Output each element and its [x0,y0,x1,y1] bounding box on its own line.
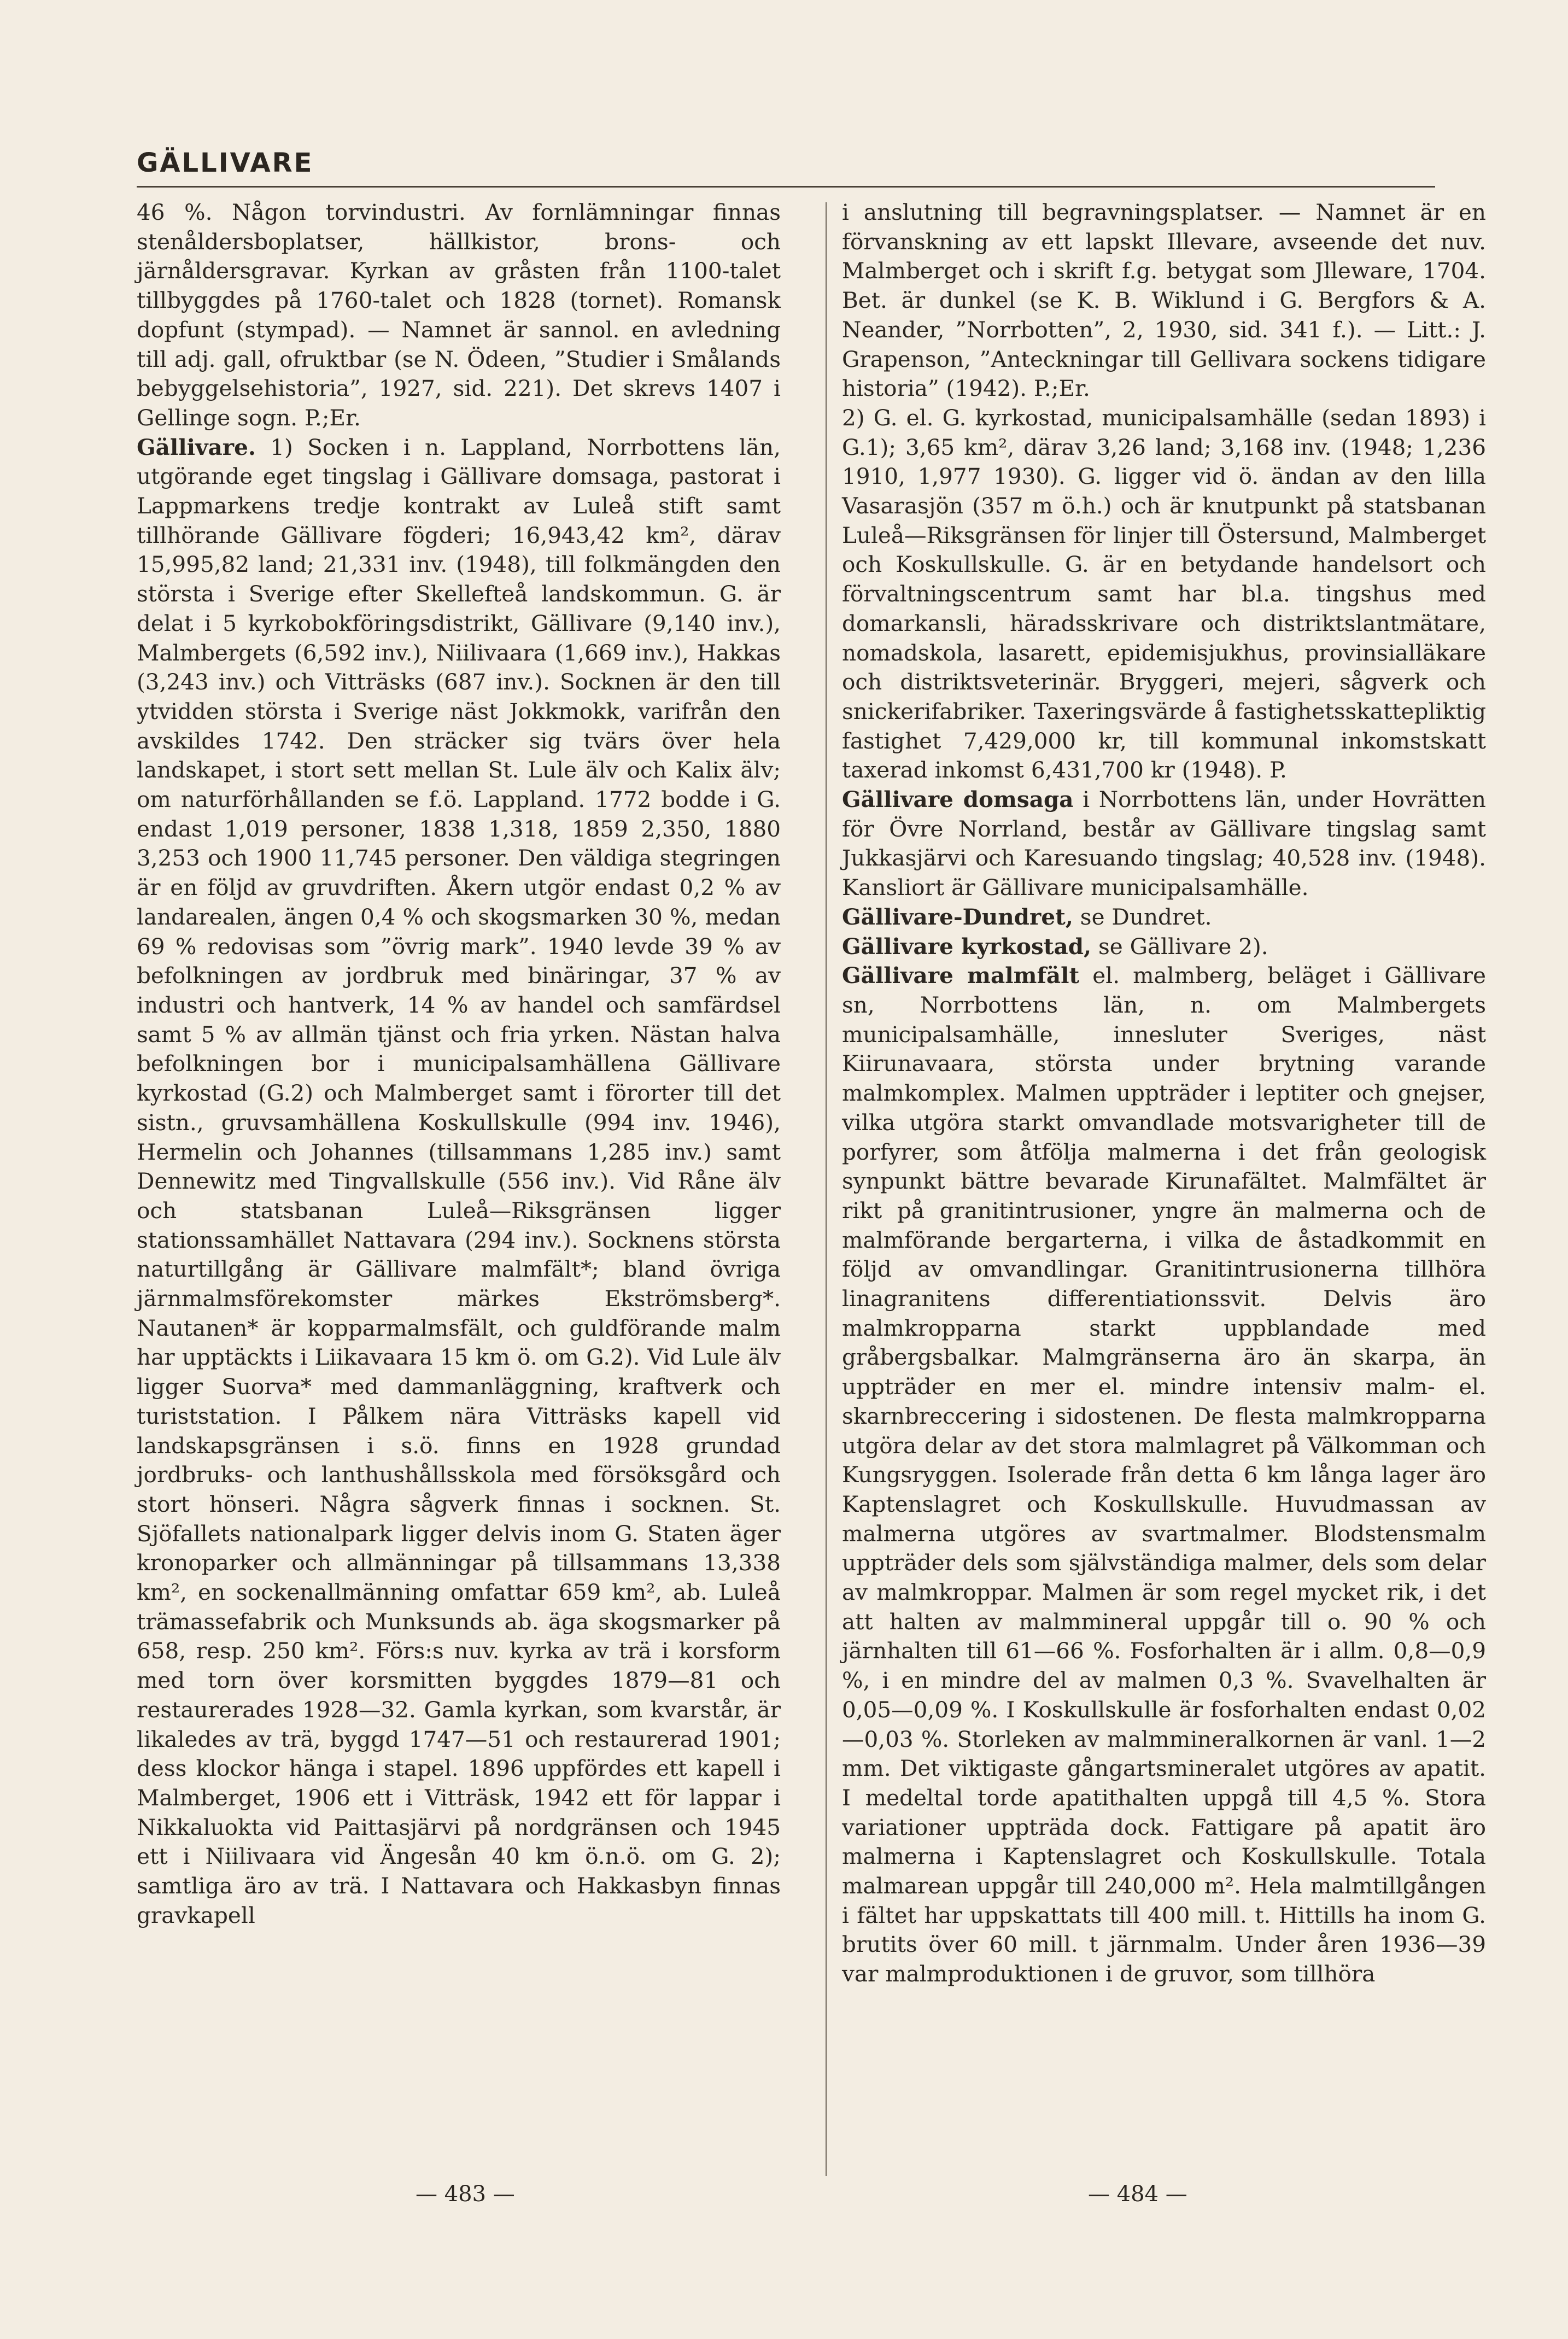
page-number-right: — 484 — [1088,2182,1187,2207]
right-column [842,198,1486,1989]
paragraph-text: 2) G. el. G. kyrkostad, municipalsamhälle (sedan 1893) i G.1); 3,65 km², därav 3,26 land; 3,168 inv. (1948; 1,236 1910, 1,977 1930). G. ligger vid ö. ändan av den lilla Vasarasjön (357 m ö.h.) och är knutpunkt på statsbanan Luleå—Riksgränsen för linjer till Östersund, Malmberget och Koskullskulle. G. är en betydande handelsort och förvaltningscentrum samt har bl.a. tingshus med domarkansli, häradsskrivare och distriktslantmätare, nomadskola, lasarett, epidemisjukhus, provinsialläkare och distriktsveterinär. Bryggeri, mejeri, sågverk och snickerifabriker. Taxeringsvärde å fastighetsskattepliktig fastighet 7,429,000 kr, till kommunal inkomstskatt taxerad inkomst 6,431,700 kr (1948). P. [842,404,1486,783]
entry-gallivare [137,433,781,1931]
entry-kyrkostad-ref [842,932,1486,962]
column-divider [826,202,827,2176]
entry-headword: Gällivare kyrkostad, [842,933,1092,960]
page-number-left: — 483 — [416,2182,515,2207]
paragraph-kyrkostad [842,404,1486,785]
entry-headword: Gällivare domsaga [842,786,1074,813]
entry-text: se Dundret. [1073,903,1212,930]
page-header-title: GÄLLIVARE [137,148,314,178]
paragraph-text: i anslutning till begravningsplatser. — Namnet är en förvanskning av ett lapskt Illevare, avseende det nuv. Malmberget och i skrift f.g. betygat som Jlleware, 1704. Bet. är dunkel (se K. B. Wiklund i G. Bergfors & A. Neander, ”Norrbotten”, 2, 1930, sid. 341 f.). — Litt.: J. Grapenson, ”Anteckningar till Gellivara sockens tidigare historia” (1942). P.;Er. [842,199,1486,402]
entry-headword: Gällivare. [137,434,256,460]
entry-malmfalt [842,961,1486,1989]
entry-headword: Gällivare-Dundret, [842,903,1073,930]
paragraph-text: 46 %. Någon torvindustri. Av fornlämningar finnas stenåldersboplatser, hällkistor, brons- och järnåldersgravar. Kyrkan av gråsten från 1100-talet tillbyggdes på 1760-talet och 1828 (tornet). Romansk dopfunt (stympad). — Namnet är sannol. en avledning till adj. gall, ofruktbar (se N. Ödeen, ”Studier i Smålands bebyggelsehistoria”, 1927, sid. 221). Det skrevs 1407 i Gellinge sogn. P.;Er. [137,199,781,431]
entry-domsaga [842,785,1486,903]
header-rule [137,186,1435,188]
entry-text: 1) Socken i n. Lappland, Norrbottens län, utgörande eget tingslag i Gällivare domsaga, pastorat i Lappmarkens tredje kontrakt av Luleå stift samt tillhörande Gällivare fögderi; 16,943,42 km², därav 15,995,82 land; 21,331 inv. (1948), till folkmängden den största i Sverige efter Skellefteå landskommun. G. är delat i 5 kyrkobokföringsdistrikt, Gällivare (9,140 inv.), Malmbergets (6,592 inv.), Niilivaara (1,669 inv.), Hakkas (3,243 inv.) och Vitträsks (687 inv.). Socknen är den till ytvidden största i Sverige näst Jokkmokk, varifrån den avskildes 1742. Den sträcker sig tvärs över hela landskapet, i stort sett mellan St. Lule älv och Kalix älv; om naturförhållanden se f.ö. Lappland. 1772 bodde i G. endast 1,019 personer, 1838 1,318, 1859 2,350, 1880 3,253 och 1900 11,745 personer. Den väldiga stegringen är en följd av gruvdriften. Åkern utgör endast 0,2 % av landarealen, ängen 0,4 % och skogsmarken 30 %, medan 69 % redovisas som ”övrig mark”. 1940 levde 39 % av befolkningen av jordbruk med binäringar, 37 % av industri och hantverk, 14 % av handel och samfärdsel samt 5 % av allmän tjänst och fria yrken. Nästan halva befolkningen bor i municipalsamhällena Gällivare kyrkostad (G.2) och Malmberget samt i förorter till det sistn., gruvsamhällena Koskullskulle (994 inv. 1946), Hermelin och Johannes (tillsammans 1,285 inv.) samt Dennewitz med Tingvallskulle (556 inv.). Vid Råne älv och statsbanan Luleå—Riksgränsen ligger stationssamhället Nattavara (294 inv.). Socknens största naturtillgång är Gällivare malmfält*; bland övriga järnmalmsförekomster märkes Ekströmsberg*. Nautanen* är kopparmalmsfält, och guldförande malm har upptäckts i Liikavaara 15 km ö. om G.2). Vid Lule älv ligger Suorva* med dammanläggning, kraftverk och turiststation. I Pålkem nära Vitträsks kapell vid landskapsgränsen i s.ö. finns en 1928 grundad jordbruks- och lanthushållsskola med försöksgård och stort hönseri. Några sågverk finnas i socknen. St. Sjöfallets nationalpark ligger delvis inom G. Staten äger kronoparker och allmänningar på tillsammans 13,338 km², en sockenallmänning omfattar 659 km², ab. Luleå trämassefabrik och Munksunds ab. äga skogsmarker på 658, resp. 250 km². Förs:s nuv. kyrka av trä i korsform med torn över korsmitten byggdes 1879—81 och restaurerades 1928—32. Gamla kyrkan, som kvarstår, är likaledes av trä, byggd 1747—51 och restaurerad 1901; dess klockor hänga i stapel. 1896 uppfördes ett kapell i Malmberget, 1906 ett i Vitträsk, 1942 ett för lappar i Nikkaluokta vid Paittasjärvi på nordgränsen och 1945 ett i Niilivaara vid Ängesån 40 km ö.n.ö. om G. 2); samtliga äro av trä. I Nattavara och Hakkasbyn finnas gravkapell [137,434,781,1928]
entry-text: se Gällivare 2). [1091,933,1268,960]
left-column [137,198,781,1930]
entry-headword: Gällivare malmfält [842,962,1080,989]
entry-text: el. malmberg, beläget i Gällivare sn, Norrbottens län, n. om Malmbergets municipalsamhälle, innesluter Sveriges, näst Kiirunavaara, största under brytning varande malmkomplex. Malmen uppträder i leptiter och gnejser, vilka utgöra starkt omvandlade motsvarigheter till de porfyrer, som åtfölja malmerna i det från geologisk synpunkt bättre bevarade Kirunafältet. Malmfältet är rikt på granitintrusioner, yngre än malmerna och de malmförande bergarterna, i vilka de åstadkommit en följd av omvandlingar. Granitintrusionerna tillhöra linagranitens differentiationssvit. Delvis äro malmkropparna starkt uppblandade med gråbergsbalkar. Malmgränserna äro än skarpa, än uppträder en mer el. mindre intensiv malm- el. skarnbreccering i sidostenen. De flesta malmkropparna utgöra delar av det stora malmlagret på Välkomman och Kungsryggen. Isolerade från detta 6 km långa lager äro Kaptenslagret och Koskullskulle. Huvudmassan av malmerna utgöres av svartmalmer. Blodstensmalm uppträder dels som självständiga malmer, dels som delar av malmkroppar. Malmen är som regel mycket rik, i det att halten av malmmineral uppgår till o. 90 % och järnhalten till 61—66 %. Fosforhalten är i allm. 0,8—0,9 %, i en mindre del av malmen 0,3 %. Svavelhalten är 0,05—0,09 %. I Koskullskulle är fosforhalten endast 0,02—0,03 %. Storleken av malmmineralkornen är vanl. 1—2 mm. Det viktigaste gångartsmineralet utgöres av apatit. I medeltal torde apatithalten uppgå till 4,5 %. Stora variationer uppträda dock. Fattigare på apatit äro malmerna i Kaptenslagret och Koskullskulle. Totala malmarean uppgår till 240,000 m². Hela malmtillgången i fältet har uppskattats till 400 mill. t. Hittills ha inom G. brutits över 60 mill. t järnmalm. Under åren 1936—39 var malmproduktionen i de gruvor, som tillhöra [842,962,1487,1987]
entry-dundret [842,903,1486,932]
paragraph-torvindustri [137,198,781,433]
paragraph-begravning [842,198,1486,404]
entry-text: i Norrbottens län, under Hovrätten för Övre Norrland, består av Gällivare tingslag samt Jukkasjärvi och Karesuando tingslag; 40,528 inv. (1948). Kansliort är Gällivare municipalsamhälle. [842,786,1486,901]
